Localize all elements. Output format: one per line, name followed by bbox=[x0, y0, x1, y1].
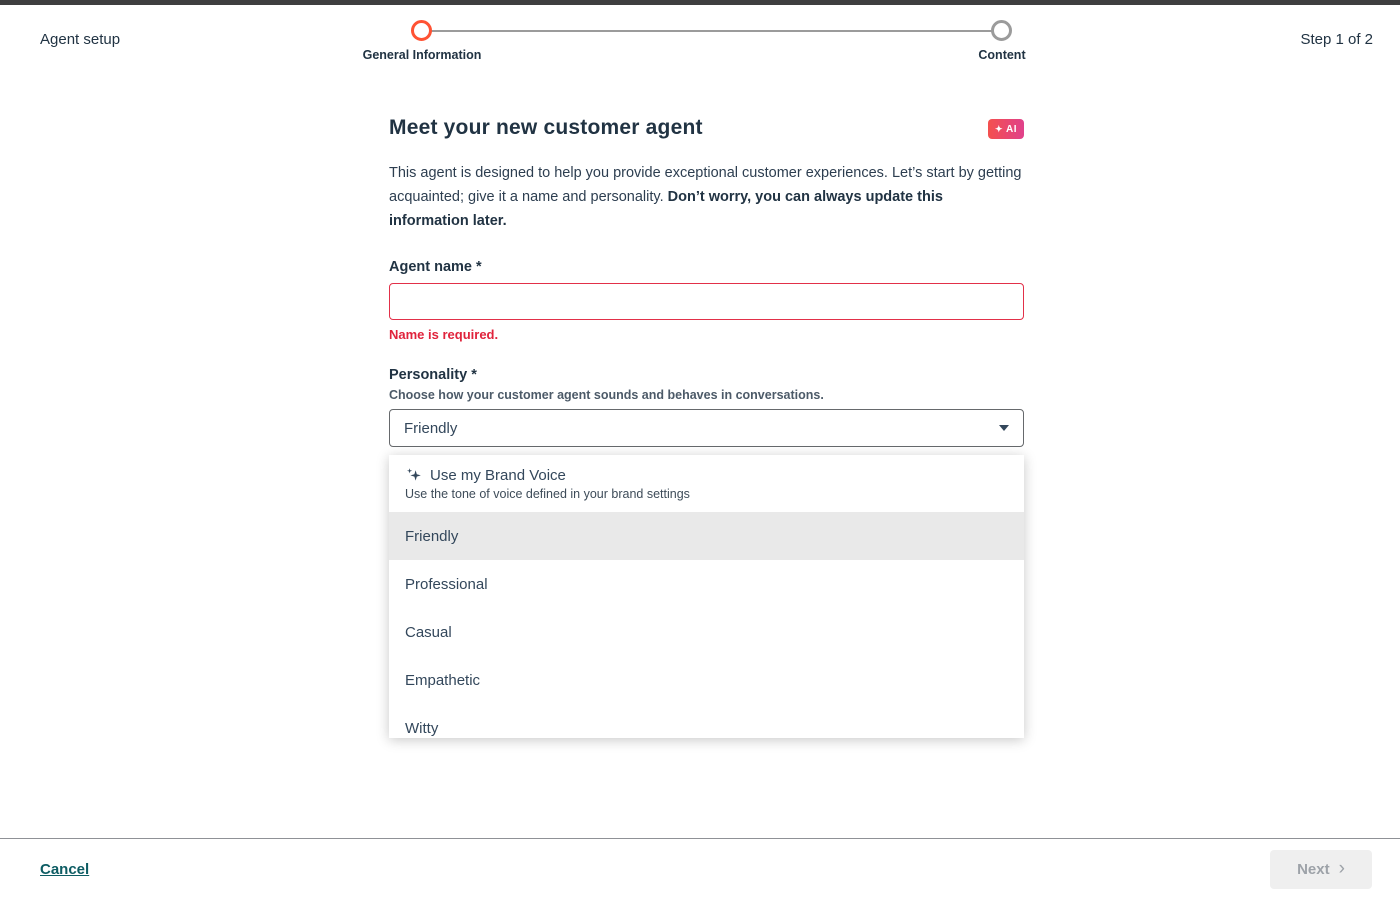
personality-help-text: Choose how your customer agent sounds and behaves in conversations. bbox=[389, 388, 824, 402]
page-title: Agent setup bbox=[40, 31, 121, 48]
chevron-down-icon bbox=[999, 425, 1009, 431]
intro-text-bold: Don’t worry, you can always update this information later. bbox=[389, 189, 943, 229]
personality-selected-value: Friendly bbox=[404, 419, 458, 437]
dropdown-option-professional[interactable]: Professional bbox=[405, 575, 488, 593]
personality-dropdown-menu bbox=[389, 455, 1024, 738]
agent-name-error: Name is required. bbox=[389, 327, 499, 342]
step-label-content[interactable]: Content bbox=[978, 48, 1026, 62]
intro-text bbox=[389, 161, 1024, 233]
dropdown-option-casual[interactable]: Casual bbox=[405, 623, 452, 641]
wizard-footer bbox=[0, 838, 1400, 900]
next-button-label: Next bbox=[1297, 861, 1330, 878]
ai-badge bbox=[988, 119, 1024, 139]
step-indicator: Step 1 of 2 bbox=[1300, 31, 1373, 48]
sparkle-icon: ✦ bbox=[994, 123, 1003, 134]
agent-name-label: Agent name * bbox=[389, 259, 482, 275]
step-circle-content[interactable] bbox=[991, 20, 1012, 41]
intro-text-normal: This agent is designed to help you provide exceptional customer experiences. Let’s start by getting acquainted; give it a name and personality. bbox=[389, 165, 1022, 205]
dropdown-option-friendly[interactable]: Friendly bbox=[389, 512, 1024, 560]
ai-badge-label: AI bbox=[1006, 123, 1017, 135]
brand-voice-subtitle: Use the tone of voice defined in your brand settings bbox=[405, 487, 690, 501]
next-button[interactable] bbox=[1270, 850, 1372, 889]
personality-select[interactable] bbox=[389, 409, 1024, 447]
step-circle-general-information[interactable] bbox=[411, 20, 432, 41]
chevron-right-icon: › bbox=[1338, 858, 1345, 879]
brand-voice-title: Use my Brand Voice bbox=[430, 467, 566, 484]
dropdown-option-witty[interactable]: Witty bbox=[405, 719, 439, 737]
page-heading: Meet your new customer agent bbox=[389, 116, 703, 139]
window-top-edge bbox=[0, 0, 1400, 5]
stepper-track bbox=[424, 30, 1002, 32]
step-label-general-information[interactable]: General Information bbox=[362, 48, 482, 62]
agent-name-input[interactable] bbox=[389, 283, 1024, 320]
dropdown-option-brand-voice[interactable] bbox=[389, 455, 1024, 512]
dropdown-option-empathetic[interactable]: Empathetic bbox=[405, 671, 481, 689]
sparkles-icon bbox=[405, 467, 422, 484]
cancel-link[interactable]: Cancel bbox=[40, 861, 90, 878]
personality-label: Personality * bbox=[389, 367, 477, 383]
